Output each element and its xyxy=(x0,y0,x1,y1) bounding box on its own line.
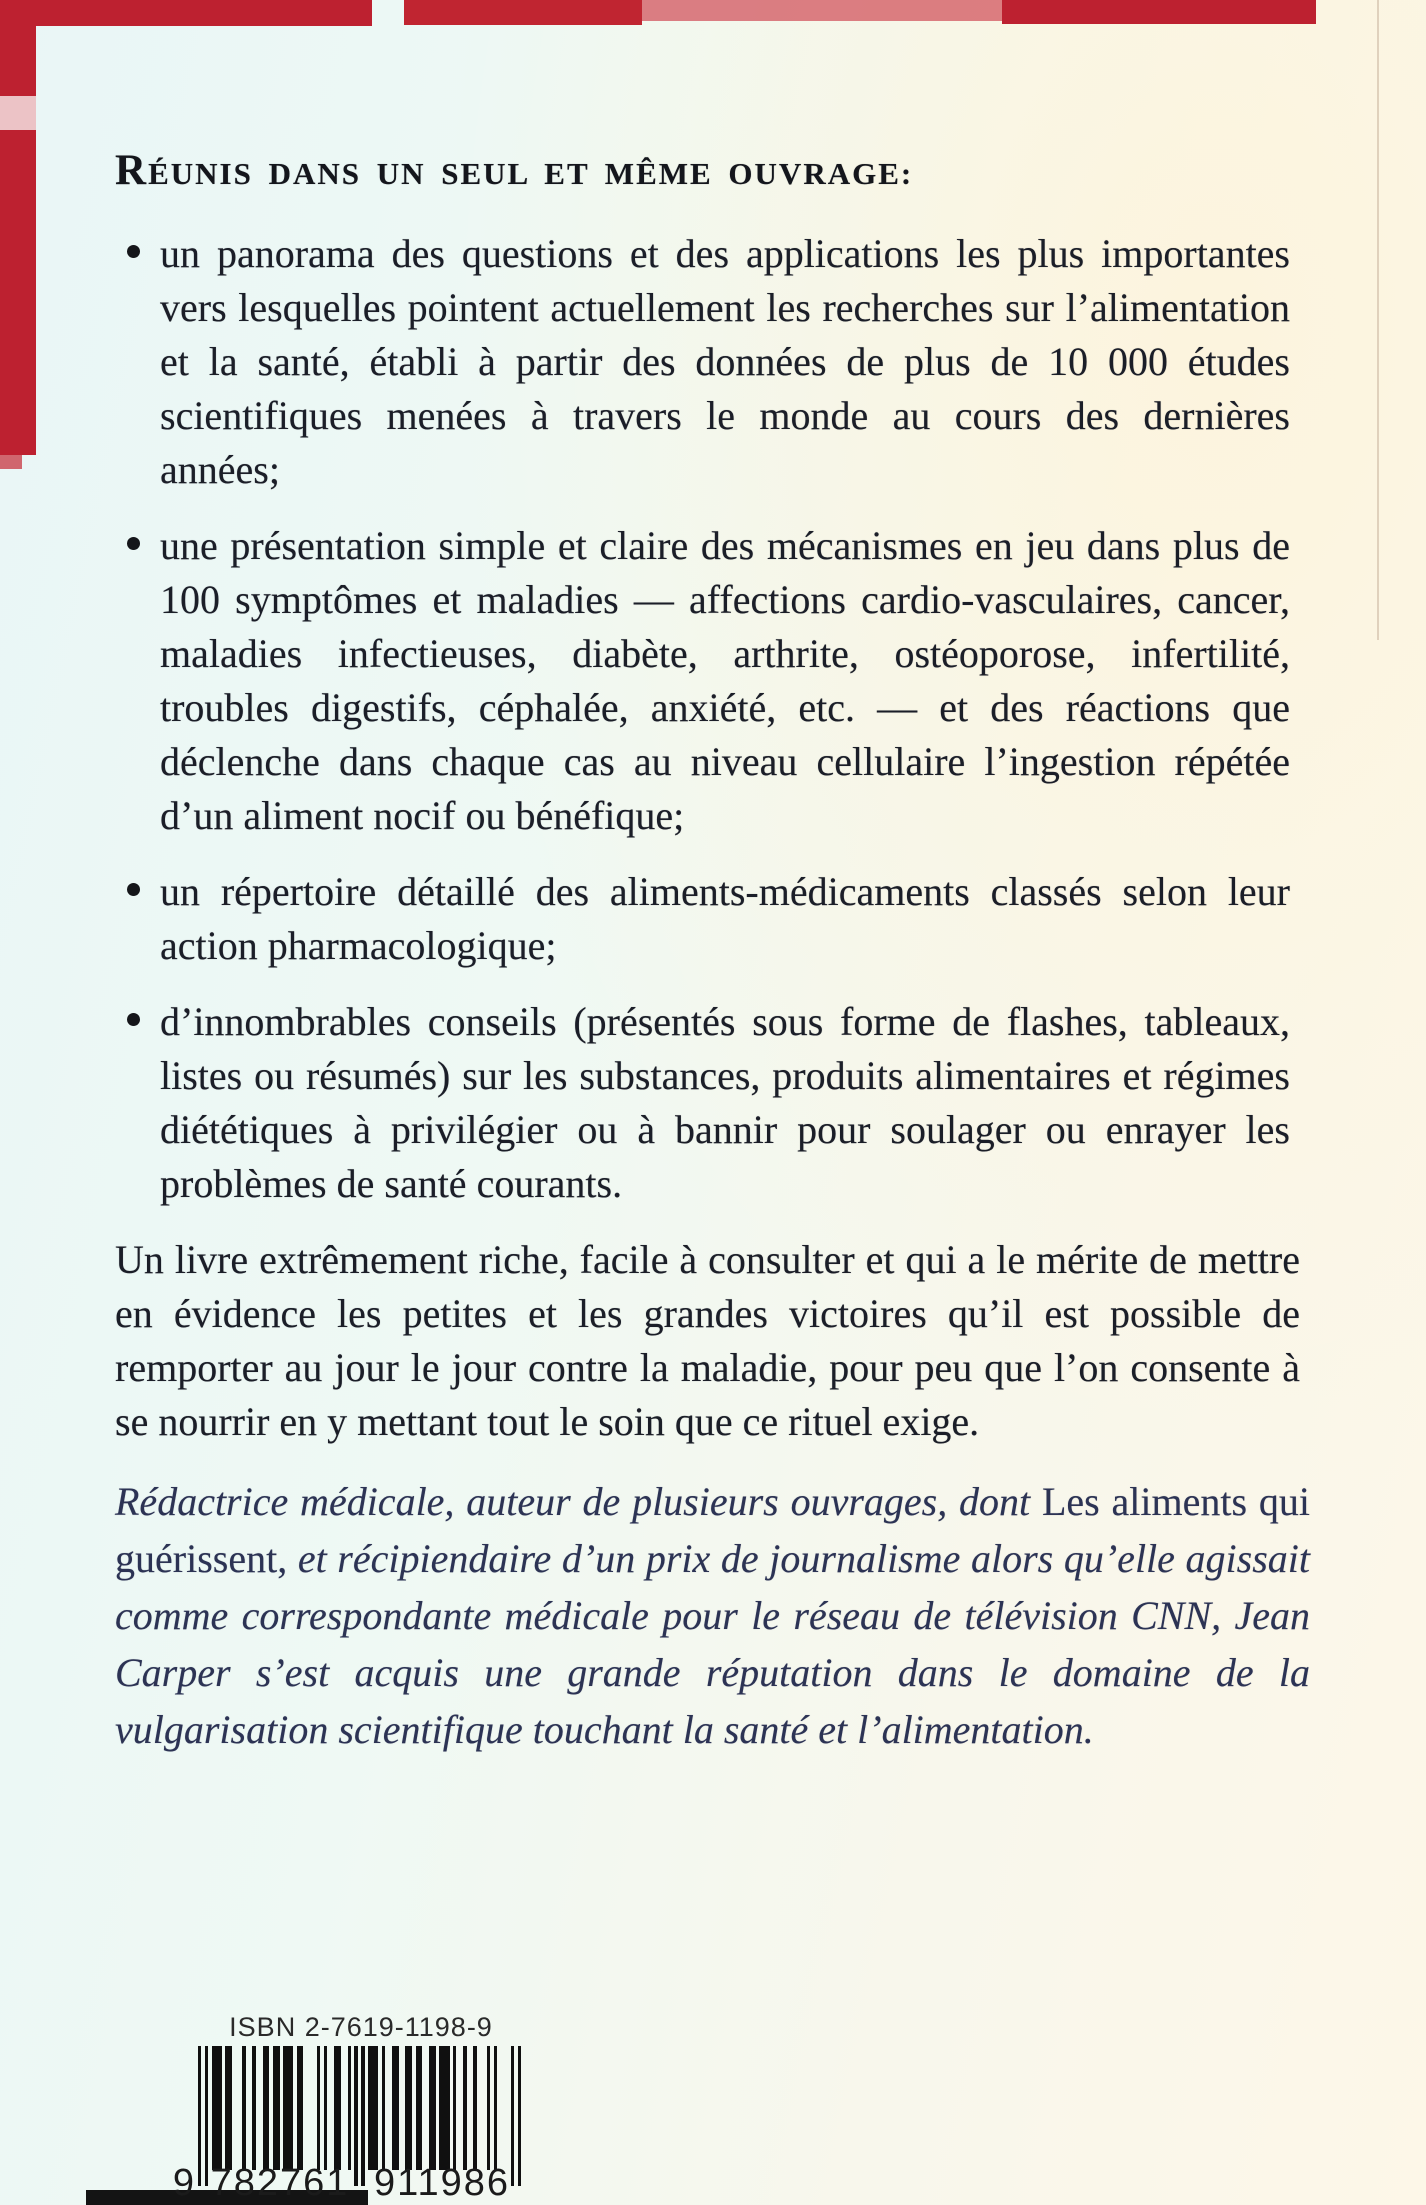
barcode-bar xyxy=(348,2046,351,2170)
list-item xyxy=(115,227,1290,497)
barcode-digits xyxy=(0,2162,1426,2205)
bullet-text: d’innombrables conseils (présentés sous forme de flashes, tableaux, listes ou résumés) sur les substances, produits alimentaires et régimes diététiques à privilégier ou à bannir pour soulager ou enrayer les problèmes de santé courants. xyxy=(160,999,1290,1206)
barcode-bar xyxy=(297,2046,304,2170)
bullet-text: un répertoire détaillé des aliments-médicaments classés selon leur action pharmacologique; xyxy=(160,869,1290,968)
barcode-bar xyxy=(324,2046,327,2170)
author-note-italic-lead: Rédactrice médicale, auteur de plusieurs ouvrages, dont xyxy=(115,1479,1042,1524)
bullet-text: une présentation simple et claire des mécanismes en jeu dans plus de 100 symptômes et maladies — affections cardio-vasculaires, cancer, maladies infectieuses, diabète, arthrite, ostéoporose, infertilité, troubles digestifs, céphalée, anxiété, etc. — et des réactions que déclenche dans chaque cas au niveau cellulaire l’ingestion répétée d’un aliment nocif ou bénéfique; xyxy=(160,523,1290,838)
barcode-bar xyxy=(494,2046,497,2170)
bullet-icon xyxy=(127,245,140,258)
bullet-icon xyxy=(127,1013,140,1026)
bullet-list xyxy=(115,227,1290,1211)
scan-crease-line xyxy=(1377,0,1379,640)
barcode-bar xyxy=(225,2046,232,2170)
barcode-bar xyxy=(317,2046,320,2170)
scan-artifact-top-band xyxy=(642,0,1002,21)
closing-paragraph: Un livre extrêmement riche, facile à consulter et qui a le mérite de mettre en évidence les petites et les grandes victoires qu’il est possible de remporter au jour le jour contre la maladie, pour peu que l’on consente à se nourrir en y mettant tout le soin que ce rituel exige. xyxy=(115,1237,1300,1444)
scan-artifact-left-strip xyxy=(0,130,36,455)
scan-artifact-left-strip xyxy=(0,96,36,130)
barcode-bar xyxy=(283,2046,293,2170)
bullet-icon xyxy=(127,883,140,896)
barcode-bar xyxy=(453,2046,456,2170)
barcode-bar xyxy=(382,2046,385,2170)
barcode-bar xyxy=(242,2046,245,2170)
barcode-bar xyxy=(212,2046,222,2170)
scan-artifact-left-strip xyxy=(0,455,22,469)
barcode-digit-lead: 9 xyxy=(172,2162,194,2204)
bullet-text: un panorama des questions et des applications les plus importantes vers lesquelles pointent actuellement les recherches sur l’alimentation et la santé, établi à partir des données de plus de 10 000 études scientifiques menées à travers le monde au cours des dernières années; xyxy=(160,231,1290,492)
barcode-bar xyxy=(487,2046,490,2170)
back-cover-text xyxy=(115,146,1310,1758)
author-note-book-title: Les aliments qui guérissent, xyxy=(115,1479,1310,1581)
list-item xyxy=(115,865,1290,973)
list-item xyxy=(115,519,1290,843)
scan-artifact-left-strip xyxy=(0,0,36,96)
barcode-bar xyxy=(392,2046,399,2170)
barcode-bar xyxy=(405,2046,412,2170)
isbn-label: ISBN 2-7619-1198-9 xyxy=(229,2012,493,2042)
barcode-digits-right: 911986 xyxy=(374,2162,510,2204)
barcode-bar xyxy=(368,2046,378,2170)
barcode-bar xyxy=(263,2046,270,2170)
barcode-bar xyxy=(439,2046,449,2170)
barcode-digits-left: 782761 xyxy=(210,2162,350,2204)
barcode-bar xyxy=(252,2046,255,2170)
barcode-bar xyxy=(273,2046,280,2170)
bullet-icon xyxy=(127,537,140,550)
barcode-bar xyxy=(473,2046,476,2170)
scan-artifact-top-band xyxy=(1002,0,1316,24)
author-note xyxy=(115,1473,1310,1758)
author-note-italic-rest: et récipiendaire d’un prix de journalisme alors qu’elle agissait comme correspondante médicale pour le réseau de télévision CNN, Jean Carper s’est acquis une grande réputation dans le domaine de la vulgarisation scientifique touchant la santé et l’alimentation. xyxy=(115,1536,1311,1752)
page-title: RÉUNIS DANS UN SEUL ET MÊME OUVRAGE: xyxy=(115,147,914,194)
barcode-bar xyxy=(463,2046,466,2170)
scan-artifact-top-band xyxy=(404,0,642,25)
barcode-bar xyxy=(429,2046,436,2170)
scan-artifact-top-band xyxy=(24,0,372,26)
barcode-bar xyxy=(334,2046,341,2170)
list-item xyxy=(115,995,1290,1211)
barcode-bar xyxy=(416,2046,423,2170)
